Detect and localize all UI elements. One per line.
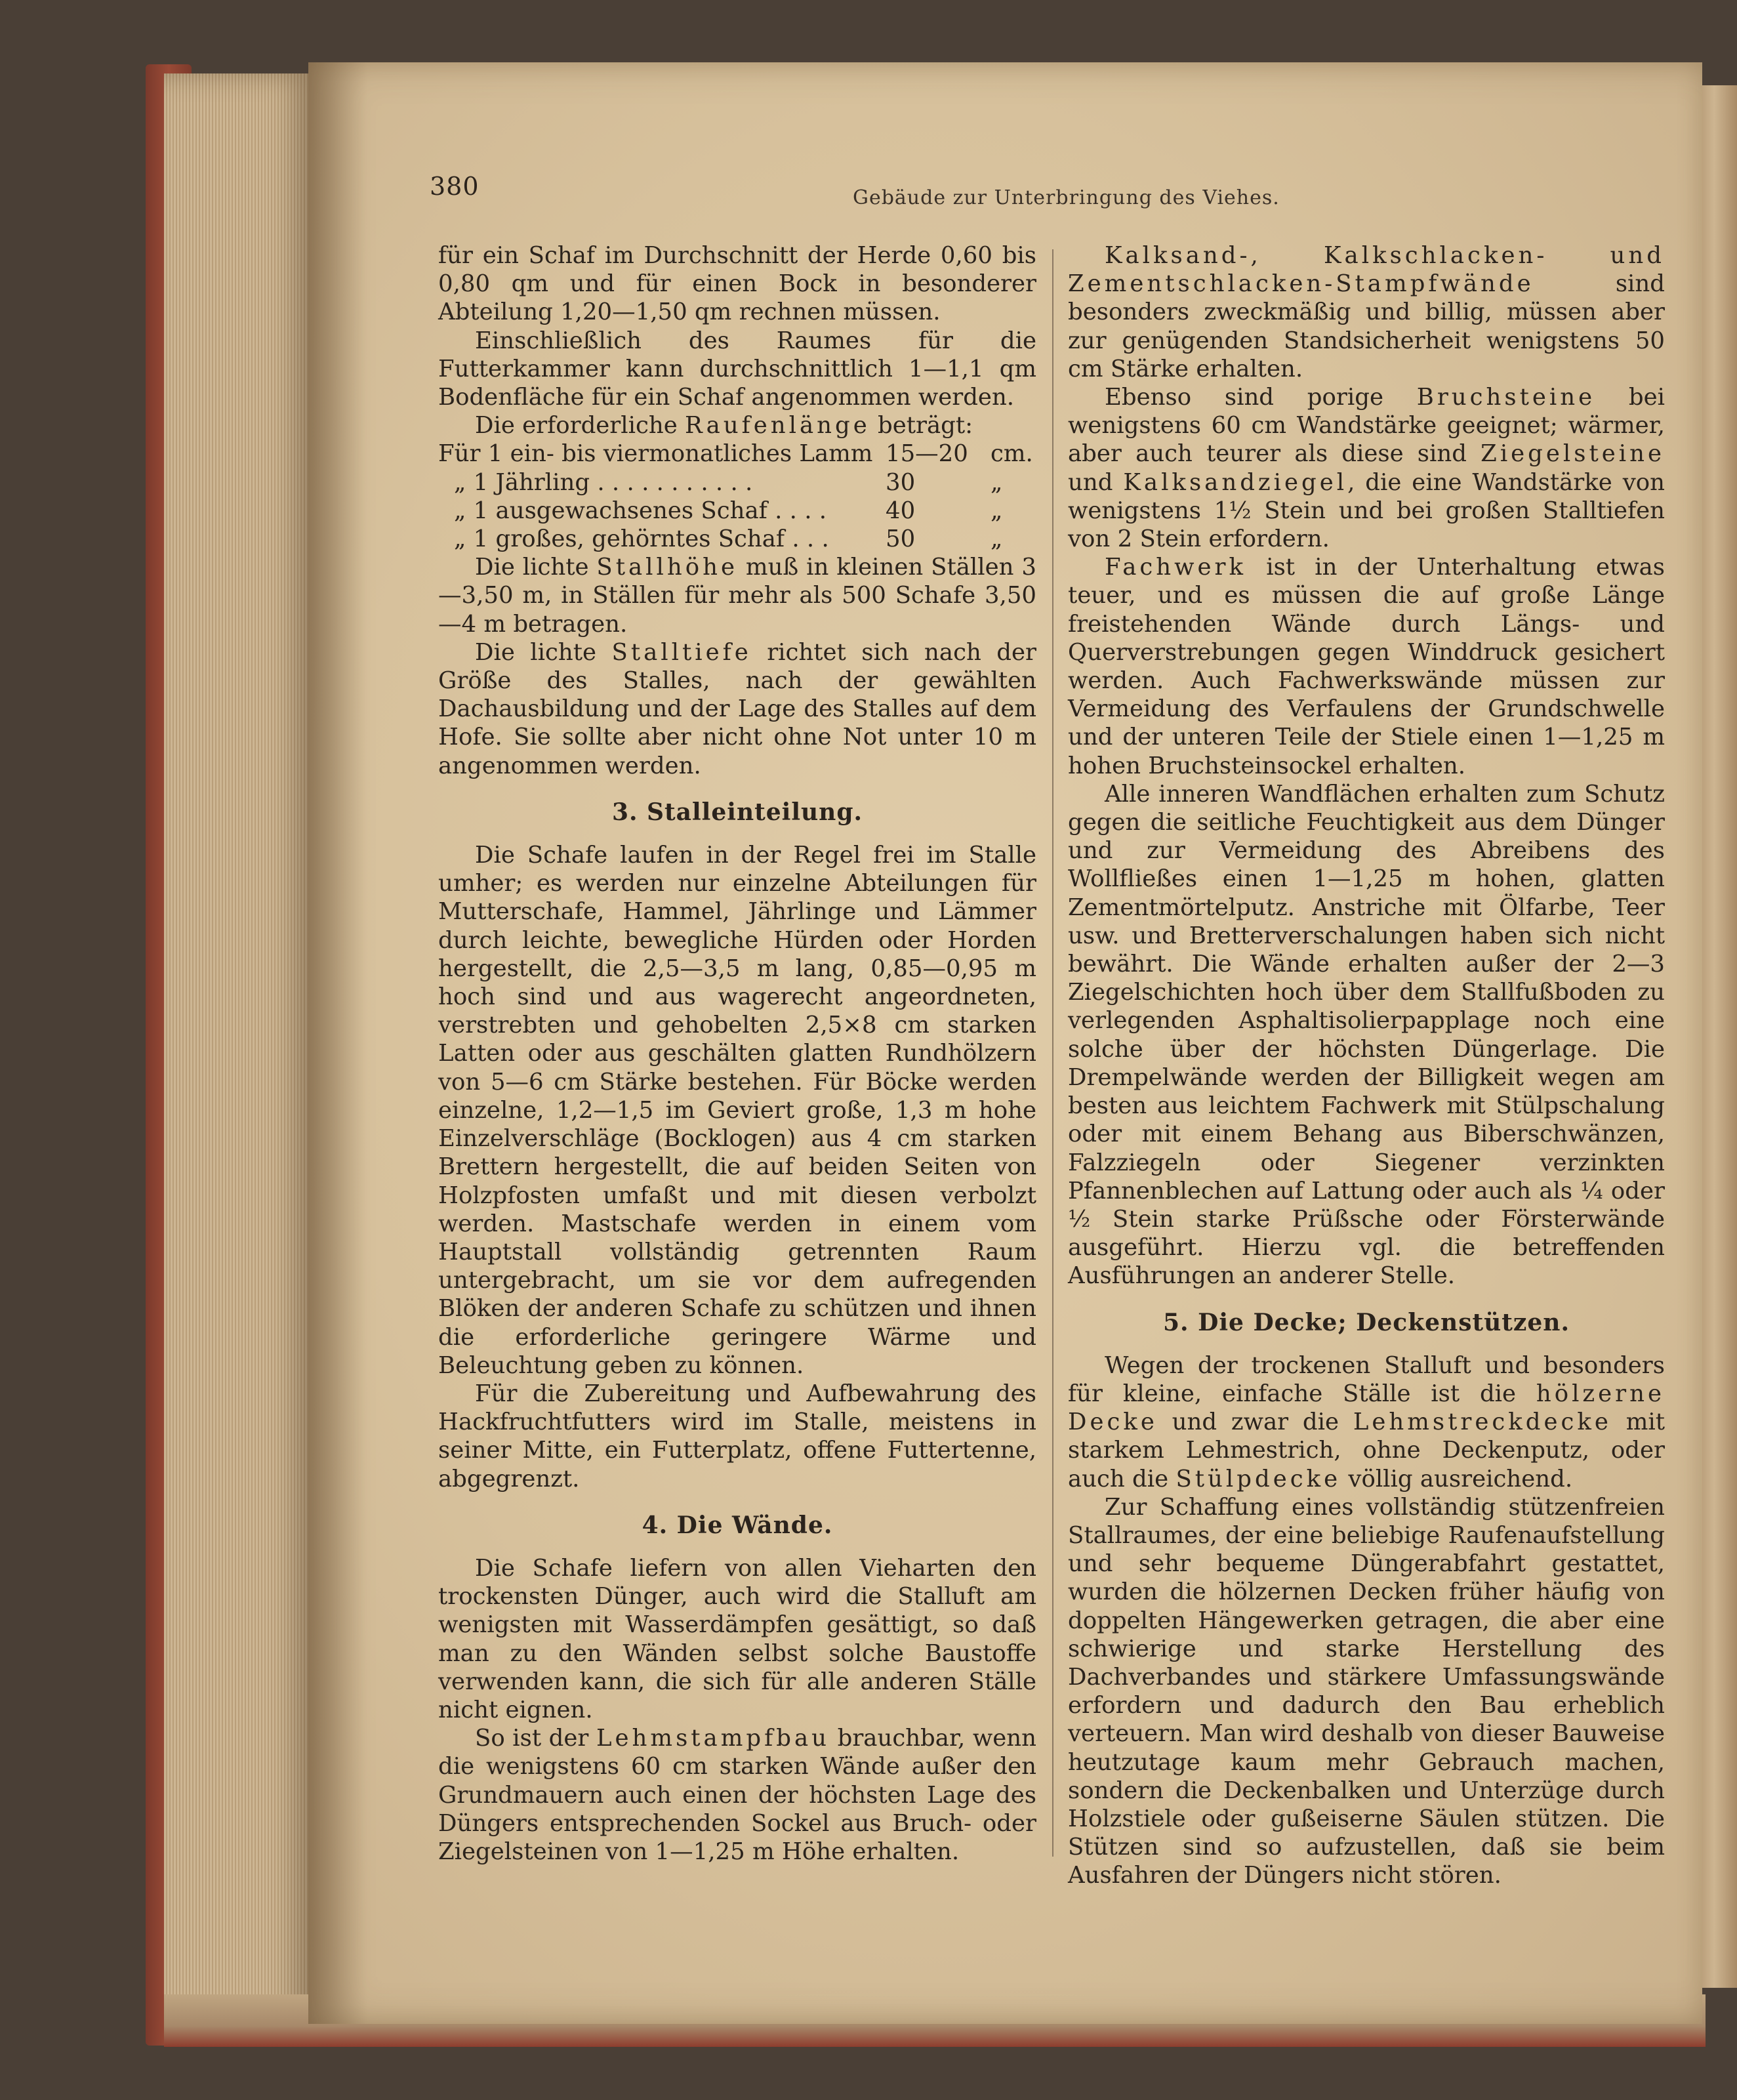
paragraph: Die Schafe liefern von allen Vieharten den trockensten Dünger, auch wird die Stalluft am wenigsten mit Wasserdämpfen gesättigt, so daß man zu den Wänden selbst solche Baustoffe verwenden kann, die sich für alle anderen Ställe nicht eignen.	[438, 1554, 1036, 1723]
rack-length-table	[438, 440, 1036, 553]
paragraph: Ebenso sind porige Bruchsteine bei wenigstens 60 cm Wandstärke geeignet; wärmer, aber auch teurer als diese sind Ziegelsteine und Kalksandziegel, die eine Wandstärke von wenigstens 1½ Stein und bei großen Stalltiefen von 2 Stein erfordern.	[1068, 384, 1665, 553]
right-column	[1068, 241, 1665, 1890]
left-column	[438, 241, 1036, 1866]
gutter-shadow	[308, 62, 367, 2024]
paragraph: So ist der Lehmstampfbau brauchbar, wenn die wenigstens 60 cm starken Wände außer den Grundmauern auch einen der höchsten Lage des Düngers entsprechenden Sockel aus Bruch- oder Ziegelsteinen von 1—1,25 m Höhe erhalten.	[438, 1725, 1037, 1865]
paragraph: Kalksand-, Kalkschlacken- und Zementschlacken-Stampfwände sind besonders zweckmäßig und billig, müssen aber zur genügenden Standsicherheit wenigstens 50 cm Stärke erhalten.	[1068, 242, 1665, 382]
table-row: „ 1 ausgewachsenes Schaf . . . . 40 „	[454, 497, 1003, 524]
paragraph: Die Schafe laufen in der Regel frei im Stalle umher; es werden nur einzelne Abteilungen für Mutterschafe, Hammel, Jährlinge und Lämmer durch leichte, bewegliche Hürden oder Horden hergestellt, die 2,5—3,5 m lang, 0,85—0,95 m hoch sind und aus wagerecht angeordneten, verstrebten und gehobelten 2,5×8 cm starken Latten oder aus geschälten glatten Rundhölzern von 5—6 cm Stärke bestehen. Für Böcke werden einzelne, 1,2—1,5 im Geviert große, 1,3 m hohe Einzelverschläge (Bocklogen) aus 4 cm starken Brettern hergestellt, die auf beiden Seiten von Holzpfosten umfaßt und mit diesen verbolzt werden. Mastschafe werden in einem vom Hauptstall vollständig getrennten Raum untergebracht, um sie vor dem aufregenden Blöken der anderen Schafe zu schützen und ihnen die erforderliche geringere Wärme und Beleuchtung geben zu können.	[438, 842, 1036, 1379]
paragraph: für ein Schaf im Durchschnitt der Herde 0,60 bis 0,80 qm und für einen Bock in besonderer Abteilung 1,20—1,50 qm rechnen müssen.	[438, 242, 1036, 326]
section-heading: 4. Die Wände.	[642, 1511, 833, 1539]
paragraph: Für die Zubereitung und Aufbewahrung des Hackfruchtfutters wird im Stalle, meistens in seiner Mitte, ein Futterplatz, offene Futtertenne, abgegrenzt.	[438, 1380, 1036, 1493]
right-page-edge	[1699, 85, 1737, 1988]
page-stack-edge	[164, 73, 315, 2038]
paragraph: Die erforderliche Raufenlänge beträgt:	[475, 412, 973, 440]
page-number: 380	[430, 172, 480, 201]
section-heading: 3. Stalleinteilung.	[611, 798, 863, 826]
paragraph: Zur Schaffung eines vollständig stützenfreien Stallraumes, der eine beliebige Raufenaufstellung und sehr bequeme Düngerabfahrt gestattet, wurden die hölzernen Decken früher häufig von doppelten Hängewerken getragen, die aber eine schwierige und starke Herstellung des Dachverbandes und stärkere Umfassungswände erfordern und dadurch den Bau erheblich verteuern. Man wird deshalb von dieser Bauweise heutzutage kaum mehr Gebrauch machen, sondern die Deckenbalken und Unterzüge durch Holzstiele oder gußeiserne Säulen stützen. Die Stützen sind so aufzustellen, daß sie beim Ausfahren der Düngers nicht stören.	[1068, 1493, 1665, 1889]
paragraph: Einschließlich des Raumes für die Futterkammer kann durchschnittlich 1—1,1 qm Bodenfläche für ein Schaf angenommen werden.	[438, 327, 1036, 411]
column-divider	[1052, 249, 1053, 1857]
section-heading: 5. Die Decke; Deckenstützen.	[1163, 1308, 1570, 1336]
paragraph: Die lichte Stallhöhe muß in kleinen Ställen 3—3,50 m, in Ställen für mehr als 500 Schafe 3,50—4 m betragen.	[438, 554, 1036, 638]
table-row: „ 1 Jährling . . . . . . . . . . . 30 „	[454, 468, 1003, 496]
paragraph: Wegen der trockenen Stalluft und besonders für kleine, einfache Ställe ist die hölzerne Decke und zwar die Lehmstreckdecke mit starkem Lehmestrich, ohne Deckenputz, oder auch die Stülpdecke völlig ausreichend.	[1068, 1351, 1665, 1493]
paragraph: Alle inneren Wandflächen erhalten zum Schutz gegen die seitliche Feuchtigkeit aus dem Dünger und zur Vermeidung des Abreibens des Wollfließes einen 1—1,25 m hohen, glatten Zementmörtelputz. Anstriche mit Ölfarbe, Teer usw. und Bretterverschalungen haben sich nicht bewährt. Die Wände erhalten außer der 2—3 Ziegelschichten hoch über dem Stallfußboden zu verlegenden Asphaltisolierpapplage noch eine solche über der höchsten Düngerlage. Die Drempelwände werden der Billigkeit wegen am besten aus leichtem Fachwerk mit Stülpschalung oder mit einem Behang aus Biberschwänzen, Falzziegeln oder Siegener verzinkten Pfannenblechen auf Lattung oder auch als ¼ oder ½ Stein starke Prüßsche oder Försterwände ausgeführt. Hierzu vgl. die betreffenden Ausführungen an anderer Stelle.	[1068, 780, 1665, 1290]
table-row: „ 1 großes, gehörntes Schaf . . . 50 „	[454, 525, 1003, 553]
running-head: Gebäude zur Unterbringung des Viehes.	[853, 186, 1280, 209]
paragraph: Die lichte Stalltiefe richtet sich nach der Größe des Stalles, nach der gewählten Dachausbildung und der Lage des Stalles auf dem Hofe. Sie sollte aber nicht ohne Not unter 10 m angenommen werden.	[438, 638, 1037, 779]
table-row: Für 1 ein- bis viermonatliches Lamm 15—20 cm.	[438, 440, 1033, 468]
paragraph: Fachwerk ist in der Unterhaltung etwas teuer, und es müssen die auf große Länge freistehenden Wände durch Längs- und Querverstrebungen gegen Winddruck gesichert werden. Auch Fachwerkswände müssen zur Vermeidung des Verfaulens der Grundschwelle und der unteren Teile der Stiele einen 1—1,25 m hohen Bruchsteinsockel erhalten.	[1068, 554, 1665, 779]
